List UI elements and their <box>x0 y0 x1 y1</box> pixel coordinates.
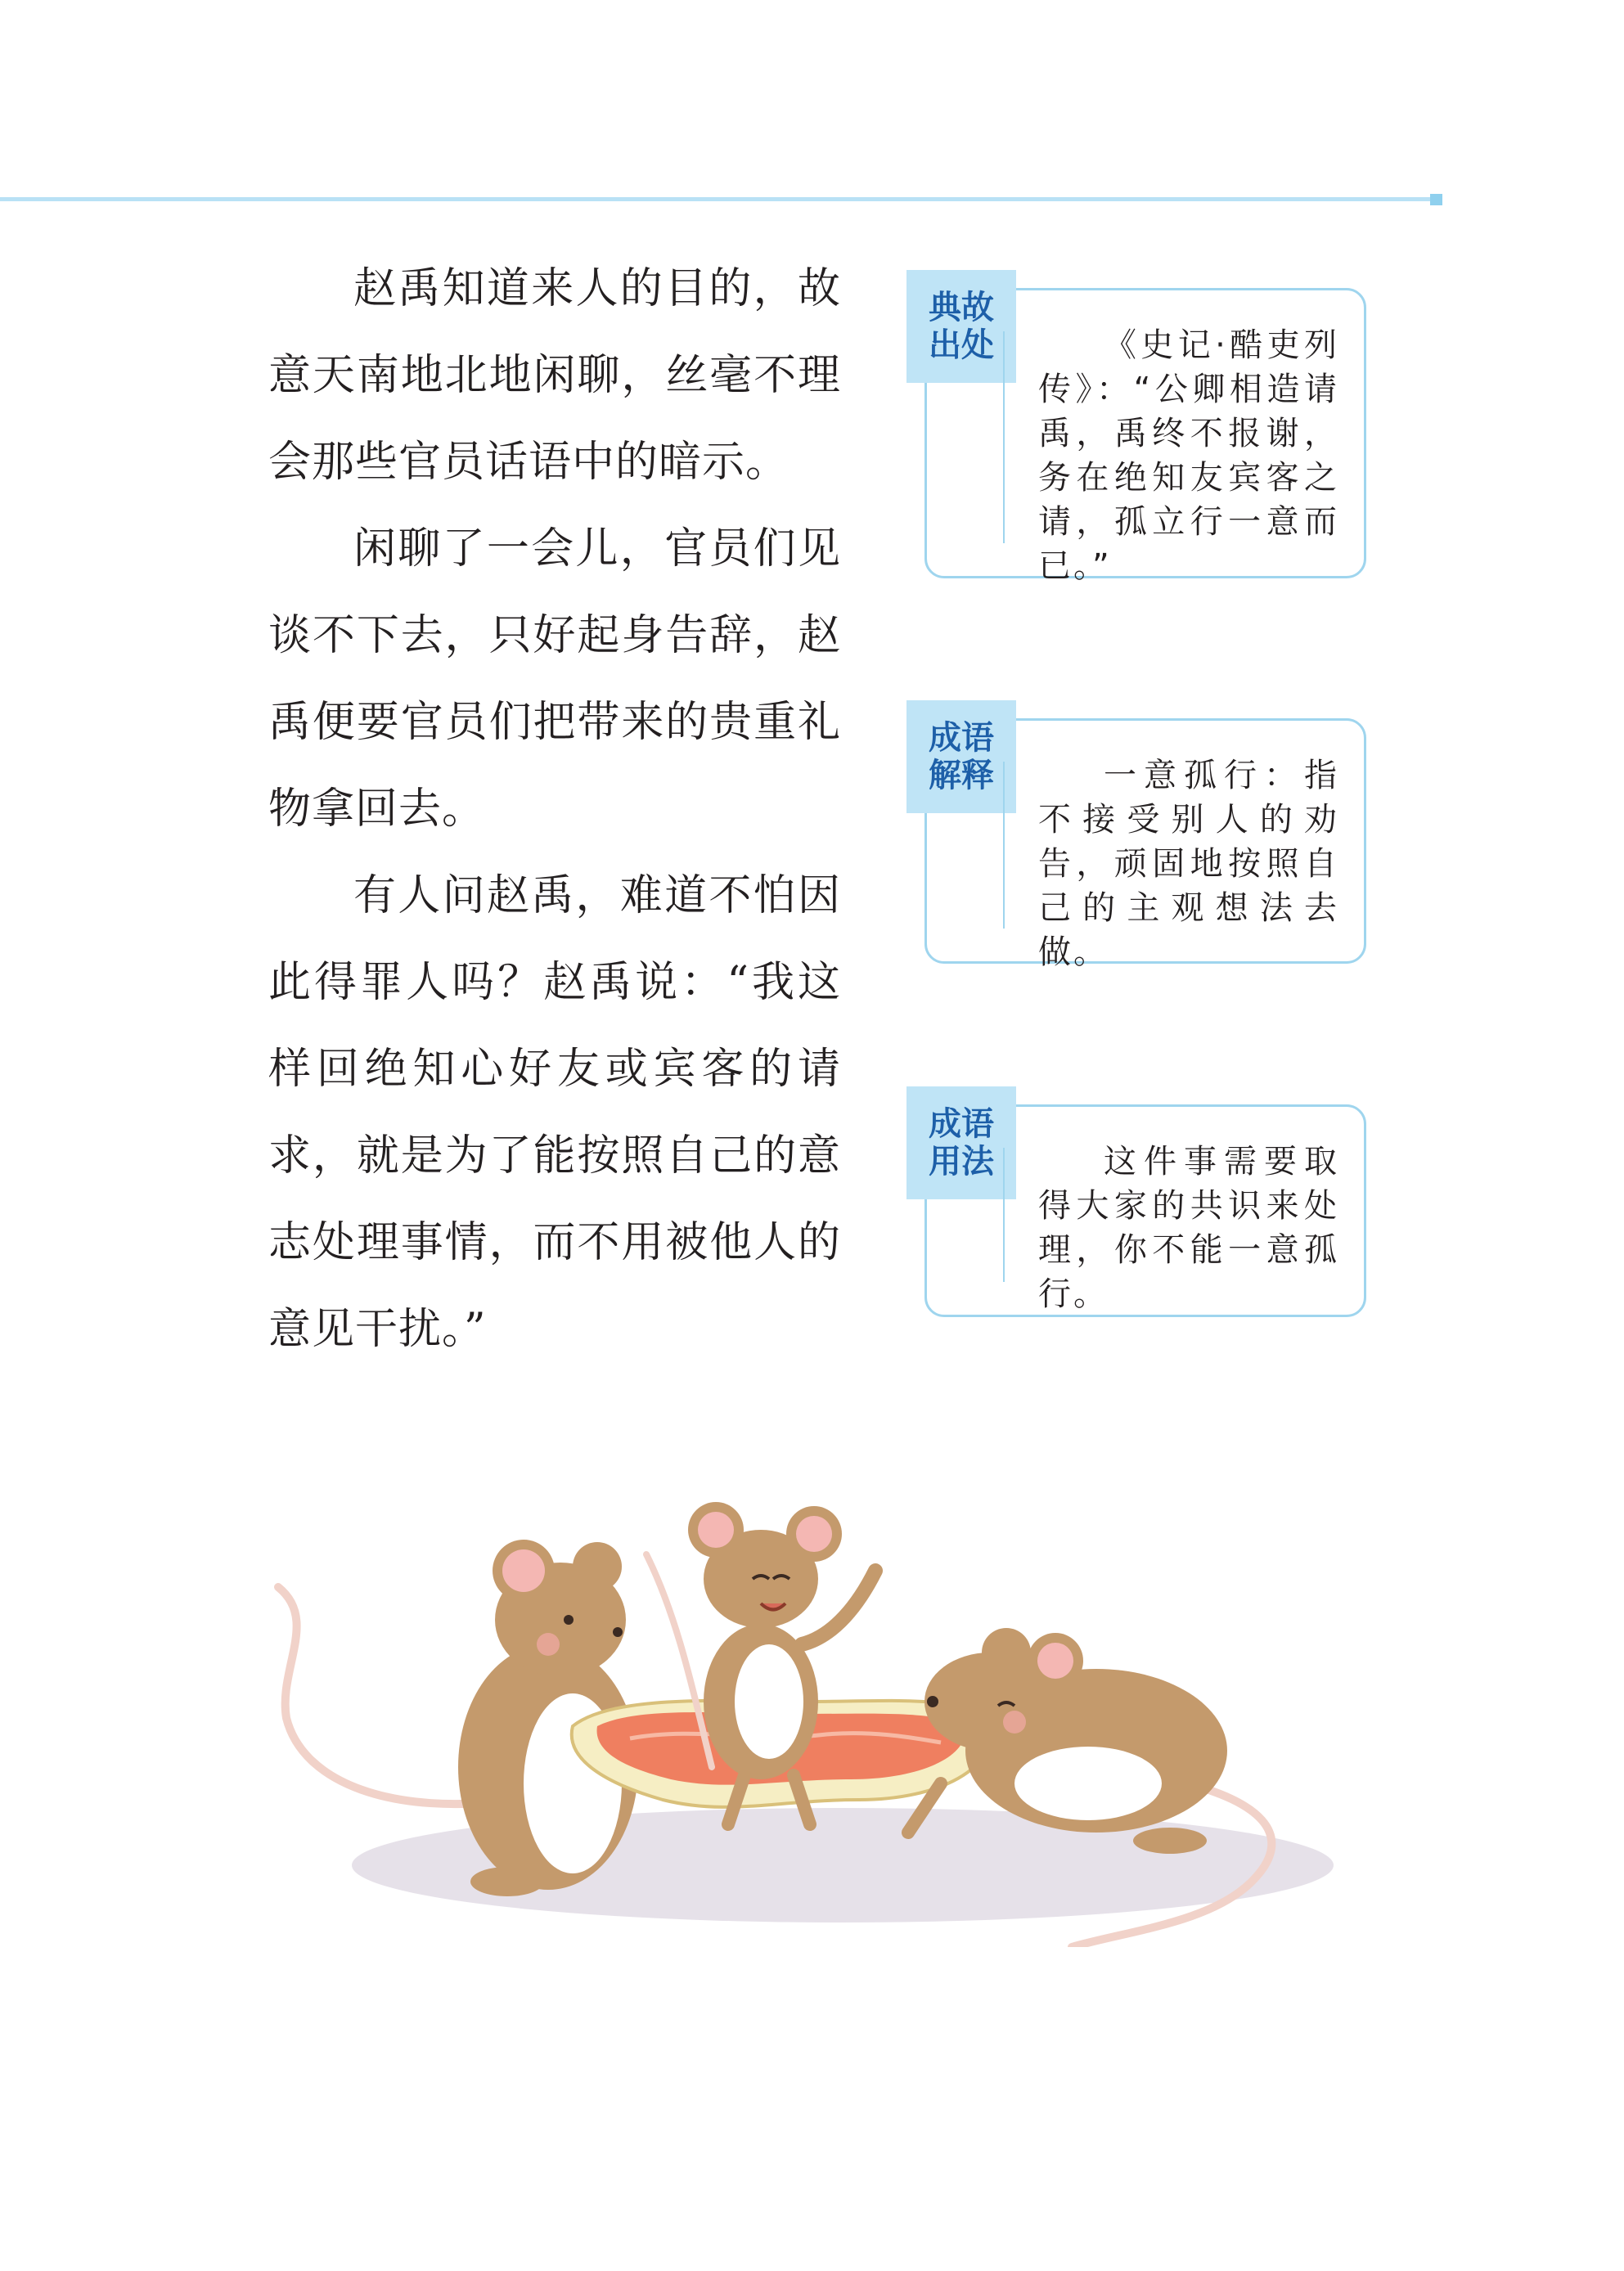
note-tag <box>906 1086 1016 1199</box>
story-text <box>268 245 841 1373</box>
note-tag-line: 用法 <box>929 1143 994 1180</box>
note-tag <box>906 270 1016 383</box>
mice-illustration <box>270 1456 1383 1947</box>
header-rule-end-square <box>1430 194 1442 205</box>
note-divider <box>1003 762 1005 929</box>
note-card-source <box>924 288 1366 585</box>
note-tag-line: 成语 <box>929 719 994 757</box>
note-divider <box>1003 331 1005 543</box>
note-card-explanation <box>924 718 1366 971</box>
header-rule <box>0 197 1432 201</box>
note-body: 这件事需要取得大家的共识来处理，你不能一意孤行。 <box>1038 1143 1339 1313</box>
note-tag-line: 解释 <box>929 757 994 794</box>
story-paragraph: 闲聊了一会儿，官员们见谈不下去，只好起身告辞，赵禹便要官员们把带来的贵重礼物拿回去。 <box>268 524 841 834</box>
note-card-usage <box>924 1104 1366 1317</box>
note-tag-line: 成语 <box>929 1105 994 1143</box>
note-body: 《史记·酷吏列传》：“公卿相造请禹，禹终不报谢，务在绝知友宾客之请，孤立行一意而已。” <box>1038 326 1339 585</box>
note-tag-line: 典故 <box>929 289 994 326</box>
story-paragraph: 有人问赵禹，难道不怕因此得罪人吗？赵禹说：“我这样回绝知心好友或宾客的请求，就是为了能按照自己的意志处理事情，而不用被他人的意见干扰。” <box>268 871 841 1354</box>
note-divider <box>1003 1148 1005 1282</box>
note-tag-line: 出处 <box>929 326 994 364</box>
story-paragraph: 赵禹知道来人的目的，故意天南地北地闲聊，丝毫不理会那些官员话语中的暗示。 <box>268 264 841 487</box>
note-tag <box>906 700 1016 813</box>
note-body: 一意孤行：指不接受别人的劝告，顽固地按照自己的主观想法去做。 <box>1038 757 1339 971</box>
